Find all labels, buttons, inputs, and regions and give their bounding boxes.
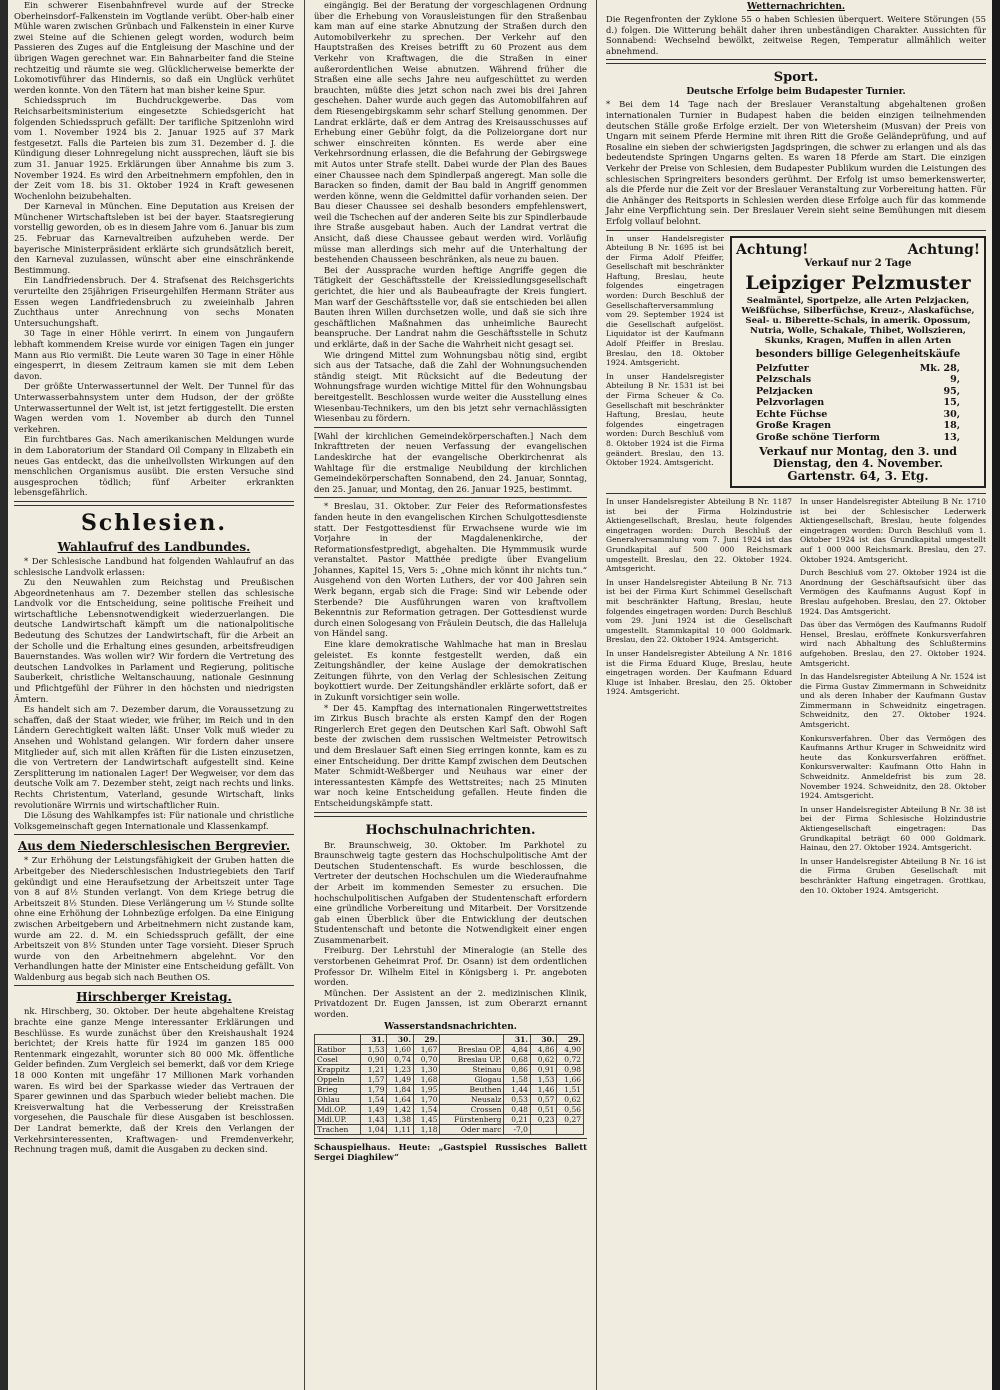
- water-table-cell: 1,53: [360, 1044, 387, 1054]
- column-1-news-briefs: [8, 0, 300, 498]
- water-table-row: [315, 1124, 584, 1134]
- water-table-cell: [530, 1124, 557, 1134]
- water-table-cell: Breslau UP.: [440, 1054, 504, 1064]
- water-table-cell: 1,64: [387, 1094, 414, 1104]
- fur-sale-advertisement: [730, 236, 986, 489]
- register-notices: [606, 497, 986, 899]
- water-table-cell: 1,23: [387, 1064, 414, 1074]
- water-table-cell: Steinau: [440, 1064, 504, 1074]
- water-table-cell: 1,42: [387, 1104, 414, 1114]
- water-table-cell: 0,62: [557, 1094, 584, 1104]
- ad-price-row: [736, 386, 980, 398]
- article-paragraph: * Zur Erhöhung der Leistungsfähigkeit der Gruben hatten die Arbeitgeber des Niederschlesischen Industriegebiets den Tarif gekündigt und eine Heraufsetzung der Arbeitszeit unter Tage von 8 auf 8½ Stunden verlangt. Von dem Kriege betrug die Arbeitszeit 8½ Stunden. Diese Verlängerung um ½ Stunde sollte ohne eine Erhöhung der Lohnbezüge erfolgen. Da eine Einigung zwischen Arbeitgebern und Arbeitnehmern nicht zustande kam, wurde am 22. d. M. ein Schiedsspruch gefällt, der eine Arbeitszeit von 8½ Stunden unter Tage vorsieht. Dieser Spruch wurde von den Arbeitnehmern abgelehnt. Vor den Verhandlungen hatte der Minister eine Entscheidung gefällt. Von Waldenburg aus begab sich nach Beuthen OS.: [14, 855, 294, 982]
- water-table-row: [315, 1044, 584, 1054]
- ad-sale-dates: Verkauf nur Montag, den 3. und Dienstag, den 4. November.: [759, 445, 957, 471]
- news-brief: Schiedsspruch im Buchdruckgewerbe. Das vom Reichsarbeitsministerium eingesetzte Schiedsgericht hat folgenden Schiedsspruch gefällt: Der tarifliche Spitzenlohn wird vom 1. November 1924 bis 2. Januar 1925 auf 37 Mark festgesetzt. Falls die Parteien bis zum 31. Dezember d. J. die Kündigung dieser Lohnregelung nicht aussprechen, läuft sie bis zum 31. Januar 1925. Erklärungen über Annahme bis zum 3. November 1924. Es wird den Arbeitnehmern empfohlen, den in der Zeit vom 18. bis 31. Oktober 1924 in Kraft gewesenen Wochenlohn beizubehalten.: [14, 95, 294, 201]
- water-table-cell: Oder marc: [440, 1124, 504, 1134]
- water-table-title: Wasserstandsnachrichten.: [384, 1021, 517, 1032]
- water-table-header-cell: 31.: [360, 1034, 387, 1044]
- ad-attention-left: Achtung!: [736, 241, 809, 258]
- section-divider: [606, 59, 986, 64]
- ad-price-value: Mk. 28,: [919, 362, 960, 374]
- water-table-cell: 0,53: [504, 1094, 531, 1104]
- water-table-header-cell: [440, 1034, 504, 1044]
- water-table-row: [315, 1104, 584, 1114]
- water-table-cell: 0,62: [530, 1054, 557, 1064]
- news-brief: Ein schwerer Eisenbahnfrevel wurde auf der Strecke Oberheinsdorf–Falkenstein im Vogtlande verübt. Ober-halb einer Mühle waren zwischen Grünbach und Falkenstein in einer Kurve zwei Steine auf die Schienen gelegt worden, wodurch beim Passieren des Zuges auf die Entgleisung der Maschine und der übrigen Wagen gerechnet war. Ein Bahnarbeiter fand die Steine rechtzeitig und räumte sie weg. Glücklicherweise bemerkte der Lokomotivführer das Hindernis, so daß ein Unglück verhütet werden konnte. Von den Tätern hat man bisher keine Spur.: [14, 0, 294, 95]
- news-brief: 30 Tage in einer Höhle verirrt. In einem von Jungaufern lebhaft kommendem Kreise wurde vor einigen Tagen ein junger Mann aus Rio vermißt. Die Leute waren 30 Tage in einer Höhle eingesperrt, in diesem Zeitraum kamen sie mit dem Leben davon.: [14, 328, 294, 381]
- article-paragraph: Zu den Neuwahlen zum Reichstag und Preußischen Abgeordnetenhaus am 7. Dezember stellen das schlesische Landvolk vor die Entscheidung, seine politische Freiheit und wirtschaftliche Lebensnotwendigkeit wiederzuerlangen. Die deutsche Landwirtschaft kämpft um die nationalpolitische Bedeutung des Schutzes der Landwirtschaft, für die Arbeit an der Scholle und die Erhaltung eines gesunden, arbeitsfreudigen Bauernstandes. Was wollen wir? Wir fordern die Vertretung des deutschen Landvolkes in Parlament und Regierung, politische Sauberkeit, christliche Weltanschauung, nationale Gesinnung und Pflichtgefühl der Führer in den höchsten und niedrigsten Ämtern.: [14, 577, 294, 704]
- water-table-cell: 0,70: [413, 1054, 440, 1064]
- article-kreistag: [8, 1006, 300, 1154]
- article-paragraph: * Breslau, 31. Oktober. Zur Feier des Reformationsfestes fanden heute in den evangelischen Kirchen Schulgottesdienste statt. Der Festgottesdienst für Erwachsene wurde wie im Vorjahre in der Magdalenenkirche, der Reformationsfestpredigt, abgehalten. Die Hymmmusik wurde veranstaltet. Pastor Matthée predigte über Evangelium Johannes, Kapitel 15, Vers 5: „Ohne mich könnt ihr nichts tun.“ Ausgehend von den Worten Luthers, der vor 400 Jahren sein Werk begann, ergab sich die Frage: Sind wir Lebende oder Sterbende? Die Ausführungen waren von kraftvollem Bekenntnis zur Reformation getragen. Der Gottesdienst wurde durch einen Sologesang von Fräulein Deutsch, die das Halleluja von Händel sang.: [314, 501, 587, 639]
- article-paragraph: Bei der Aussprache wurden heftige Angriffe gegen die Tätigkeit der Geschäftsstelle der Kreissiedlungsgesellschaft gerichtet, die hier und als Baubeaufragte der Kreis fungiert. Man warf der Geschäftsstelle vor, daß sie entschieden bei allen Bauten ihren Willen durchsetzen wolle, und daß sie sich ihre geschäftlichen Maßnahmen das unheimliche Baurecht beanspruche. Der Landrat nahm die Geschäftsstelle in Schutz und erklärte, daß in der Sache die Wahrheit nicht gesagt sei.: [314, 264, 587, 349]
- water-table-cell: 4,90: [557, 1044, 584, 1054]
- column-rule: [596, 0, 597, 1390]
- ad-price-item: Pelzjacken: [756, 385, 813, 397]
- register-notices-left: [606, 497, 792, 899]
- water-table-cell: 1,18: [413, 1124, 440, 1134]
- water-table-header: [315, 1034, 584, 1044]
- water-table-cell: Mdl.OP.: [315, 1104, 361, 1114]
- water-table-cell: 1,60: [387, 1044, 414, 1054]
- divider: [606, 230, 986, 231]
- news-brief: Ein Landfriedensbruch. Der 4. Strafsenat des Reichsgerichts verurteilte den 25jährigen Friseurgehilfen Hermann Sträter aus Essen wegen Landfriedensbruch zu zweieinhalb Jahren Zuchthaus unter Anrechnung von sechs Monaten Untersuchungshaft.: [14, 275, 294, 328]
- water-table-cell: 1,04: [360, 1124, 387, 1134]
- water-table-cell: 0,98: [557, 1064, 584, 1074]
- water-table-row: [315, 1064, 584, 1074]
- water-table-row: [315, 1054, 584, 1064]
- weather-text: Die Regenfronten der Zyklone 55 o haben Schlesien überquert. Weitere Störungen (55 d.) folgen. Die Witterung behält daher ihren unbeständigen Charakter. Aussichten für Sonnabend: Wechselnd bewölkt, zeitweise Regen, Temperatur allmählich weiter abnehmend.: [606, 14, 986, 56]
- section-title-hochschul: Hochschulnachrichten.: [365, 822, 536, 838]
- water-table-header-cell: 29.: [557, 1034, 584, 1044]
- water-table-cell: 0,91: [530, 1064, 557, 1074]
- article-paragraph: eingängig. Bei der Beratung der vorgeschlagenen Ordnung über die Erhebung von Vorausleistungen für den Straßenbau kam man auf eine starke Abnutzung der Straßen durch den Automobilverkehr zu sprechen. Der Verkehr auf den Hauptstraßen des Kreises betrifft zu 60 Prozent aus dem Verkehr von Kraftwagen, die die Straßen in einer außerordentlichen Weise abnutzen. Während früher die Straßen eine alle sechs Jahre neu aufgeschüttet zu werden brauchten, müßte dies jetzt schon nach zwei bis drei Jahren geschehen. Daher wurde auch gegen das Automobilfahren auf dem Riesengebirgskamm sehr scharf Stellung genommen. Der Landrat erklärte, daß er dem Antrag des Kreisausschusses auf Erhebung einer Gebühr folgt, da die Polizeiorgane dort nur schwer einschreiten könnten. Es werde aber eine Verkehrsordnung erlassen, die die Befahrung der Gebirgswege mit Autos unter Strafe stellt. Dabei wurde der Plan des Baues einer Chaussee nach dem Spindlerpaß angeregt. Man solle die Baracken so finden, damit der Bau bald in Angriff genommen werden könne, wenn die Geldmittel dafür vorhanden seien. Der Bau dieser Chaussee sei deshalb besonders empfehlenswert, weil die Tschechen auf der anderen Seite bis zur Spindlerbaude ihre Straße ausgebaut haben. Auch der Landrat vertrat die Ansicht, daß diese Chaussee gebaut werden wird. Vorläufig müsse man allerdings sich mehr auf die Unterhaltung der bestehenden Chausseen beschränken, als neue zu bauen.: [314, 0, 587, 265]
- section-divider: [314, 812, 587, 817]
- water-table-cell: 0,48: [504, 1104, 531, 1114]
- ad-price-row: [736, 363, 980, 375]
- ad-address: Gartenstr. 64, 3. Etg.: [787, 469, 929, 484]
- ad-price-row: [736, 432, 980, 444]
- water-table-cell: Krappitz: [315, 1064, 361, 1074]
- register-notice: In unser Handelsregister Abteilung B Nr. 1710 ist bei der Schlesischer Lederwerk Aktiengesellschaft, Breslau, heute folgendes eingetragen worden: Durch Beschluß vom 1. Oktober 1924 ist das Grundkapital umgestellt auf 1 000 000 Reichsmark. Breslau, den 27. Oktober 1924. Amtsgericht.: [800, 497, 986, 564]
- divider: [314, 497, 587, 498]
- section-title-sport: Sport.: [773, 70, 819, 86]
- register-notice: Das über das Vermögen des Kaufmanns Rudolf Hensel, Breslau, eröffnete Konkursverfahren wird nach Abhaltung des Schlußtermins aufgehoben. Breslau, den 27. Oktober 1924. Amtsgericht.: [800, 620, 986, 668]
- ad-price-row: [736, 374, 980, 386]
- water-table-row: [315, 1084, 584, 1094]
- breslau-local-news: [308, 501, 593, 808]
- water-table-cell: 1,53: [530, 1074, 557, 1084]
- water-table-header-cell: 29.: [413, 1034, 440, 1044]
- sport-subtitle: Deutsche Erfolge beim Budapester Turnier.: [686, 87, 906, 98]
- water-table-cell: 1,57: [360, 1074, 387, 1084]
- section-divider: [14, 501, 294, 506]
- divider: [14, 834, 294, 835]
- article-paragraph: * Der 45. Kampftag des internationalen Ringerwettstreites im Zirkus Busch brachte als ersten Kampf den der Rogen Ringerlerch Eret gegen den Deutschen Karl Saft. Obwohl Saft beste der zwischen dem russischen Weltmeister Petrowitsch und dem Breslauer Saft einen Sieg erringen konnte, kam es zu einer Entscheidung. Der dritte Kampf zwischen dem Deutschen Mater Schmidt-Weßberger und Neuhaus war einer der interessantesten Kämpfe des Wettstreites; nach 25 Minuten war noch keine Entscheidung gefallen. Heute finden die Entscheidungskämpfe statt.: [314, 702, 587, 808]
- water-table-cell: 0,56: [557, 1104, 584, 1114]
- hochschul-news: [308, 840, 593, 1020]
- ad-price-row: [736, 420, 980, 432]
- news-brief: Ein furchtbares Gas. Nach amerikanischen Meldungen wurde in dem Laboratorium der Standard Oil Company in Elizabeth ein neues Gas entdeckt, das die unheilvollsten Wirkungen auf den menschlichen Organismus ausübt. Die ersten Versuche sind ausgesprochen tödlich; fünf Arbeiter erkrankten lebensgefährlich.: [14, 434, 294, 498]
- water-table-cell: Glogau: [440, 1074, 504, 1084]
- water-table-cell: 1,54: [360, 1094, 387, 1104]
- ad-price-list: [736, 363, 980, 444]
- theater-notice: Schauspielhaus. Heute: „Gastspiel Russisches Ballett Sergei Diaghilew“: [314, 1141, 587, 1163]
- register-notice: In das Handelsregister Abteilung A Nr. 1524 ist die Firma Gustav Zimmermann in Schweidnitz und als deren Inhaber der Kaufmann Gustav Zimmermann in Schweidnitz eingetragen. Schweidnitz, den 27. Oktober 1924. Amtsgericht.: [800, 672, 986, 730]
- water-table-cell: 1,68: [413, 1074, 440, 1084]
- ad-title: Leipziger Pelzmuster: [745, 271, 971, 294]
- register-notice: In unser Handelsregister Abteilung B Nr. 16 ist die Firma Gruben Gesellschaft mit beschränkter Haftung eingetragen. Grottkau, den 10. Oktober 1924. Amtsgericht.: [800, 856, 986, 895]
- column-1: [8, 0, 300, 1390]
- article-paragraph: München. Der Assistent an der 2. medizinischen Klinik, Privatdozent Dr. Eugen Janssen, ist zum Oberarzt ernannt worden.: [314, 987, 587, 1020]
- water-table-cell: Mdl.UP.: [315, 1114, 361, 1124]
- column-2: [308, 0, 593, 1390]
- water-table-cell: -7,0: [504, 1124, 531, 1134]
- ad-price-item: Echte Füchse: [756, 408, 828, 420]
- ad-price-value: 18,: [943, 420, 960, 432]
- ad-row: [606, 234, 986, 491]
- sport-text: * Bei dem 14 Tage nach der Breslauer Veranstaltung abgehaltenen großen internationalen Turnier in Budapest haben die beiden einzigen teilnehmenden deutschen Ställe große Erfolge erzielt. Der von Wietersheim (Musvan) der Preis von Ungarn mit seinem Pferde Hermine mit ihren Ritt die Große Geländeprüfung, und auf Rosaline ein sieben der schwierigsten Jagdspringen, die schwer zu erlangen und als das bedeutendste Springen Ungarns gelten. Es waren 18 Pferde am Start. Die einzigen Verkehr der Preise von Schlesien, dem Budapester Publikum wurden die Leistungen des schlesischen Springreiters besonders gerühmt. Der Erfolg ist umso bemerkenswerter, als die Pferde nur die Zeit vor der Breslauer Veranstaltung zur Vorbereitung hatten. Für die Anhänger des Reitsports in Schlesien werden diese Erfolge auch für das kommende Jahr eine Verpflichtung sein. Der Breslauer Verein sieht seine Bemühungen mit diesem Erfolg vollauf belohnt.: [606, 99, 986, 226]
- water-table-header-cell: 30.: [387, 1034, 414, 1044]
- water-table-cell: 1,30: [413, 1064, 440, 1074]
- article-paragraph: Br. Braunschweig, 30. Oktober. Im Parkhotel zu Braunschweig tagte gestern das Hochschulpolitische Amt der Deutschen Studentenschaft. Es wurde beschlossen, die Vertreter der deutschen Hochschulen um die Wiederaufnahme der Arbeit im kommenden Semester zu ersuchen. Die hochschulpolitischen Aufgaben der Studentenschaft erfordern eine gründliche Vorbereitung und Mitarbeit. Der Vorsitzende gab einen Überblick über die Entwicklung der deutschen Studentenschaft und betonte die Notwendigkeit einer engen Zusammenarbeit.: [314, 839, 587, 945]
- ad-header: [736, 242, 980, 258]
- register-notice: In unser Handelsregister Abteilung A Nr. 1816 ist die Firma Eduard Kluge, Breslau, heute eingetragen worden. Der Kaufmann Eduard Kluge ist Inhaber. Breslau, den 25. Oktober 1924. Amtsgericht.: [606, 648, 792, 697]
- water-table-cell: 0,68: [504, 1054, 531, 1064]
- article-title-kreistag: Hirschberger Kreistag.: [76, 990, 232, 1005]
- water-table-cell: 1,66: [557, 1074, 584, 1084]
- ad-price-value: 15,: [943, 397, 960, 409]
- register-notices-right: [800, 497, 986, 899]
- register-notice: In unser Handelsregister Abteilung B Nr. 1187 ist bei der Firma Holzindustrie Aktiengesellschaft, Breslau, heute folgendes eingetragen worden: Durch Beschluß der Generalversammlung vom 7. Juni 1924 ist das Grundkapital auf 500 000 Reichsmark umgestellt. Breslau, den 22. Oktober 1924. Amtsgericht.: [606, 497, 792, 574]
- water-table-cell: 0,72: [557, 1054, 584, 1064]
- ad-attention-right: Achtung!: [907, 241, 980, 258]
- water-table-cell: 1,44: [504, 1084, 531, 1094]
- water-table-row: [315, 1114, 584, 1124]
- divider: [14, 985, 294, 986]
- register-notice: In unser Handelsregister Abteilung B Nr. 1695 ist bei der Firma Adolf Pfeiffer, Gesellschaft mit beschränkter Haftung, Breslau, heute folgendes eingetragen worden: Durch Beschluß der Gesellschafterversammlung vom 29. September 1924 ist die Gesellschaft aufgelöst. Liquidator ist der Kaufmann Adolf Pfeiffer in Breslau. Breslau, den 18. Oktober 1924. Amtsgericht.: [606, 233, 724, 368]
- water-table-cell: 1,21: [360, 1064, 387, 1074]
- ad-price-value: 13,: [943, 431, 960, 443]
- divider: [606, 493, 986, 494]
- water-table-cell: 1,11: [387, 1124, 414, 1134]
- ad-price-item: Pelzvorlagen: [756, 397, 825, 409]
- ad-price-value: 30,: [943, 408, 960, 420]
- ad-price-item: Pelzschals: [756, 374, 812, 386]
- water-table-cell: 4,84: [504, 1044, 531, 1054]
- ad-product-list: Sealmäntel, Sportpelze, alle Arten Pelzjacken, Weißfüchse, Silberfüchse, Kreuz-, Alaskafüchse, Seal- u. Biberette-Schals, in amerik. Opossum, Nutria, Wolle, Schakale, Thibet, Wollszieren, Skunks, Kragen, Muffen in allen Arten: [741, 295, 975, 347]
- water-table-cell: Trachen: [315, 1124, 361, 1134]
- article-paragraph: Freiburg. Der Lehrstuhl der Mineralogie (an Stelle des verstorbenen Geheimrat Prof. Dr. Osann) ist dem ordentlichen Professor Dr. Wilhelm Eitel in Königsberg i. Pr. angeboten worden.: [314, 945, 587, 988]
- register-notice: In unser Handelsregister Abteilung B Nr. 713 ist bei der Firma Kurt Schimmel Gesellschaft mit beschränkter Haftung, Breslau, heute folgendes eingetragen worden: Durch Beschluß vom 29. Juni 1924 ist die Gesellschaft umgestellt. Stammkapital 10 000 Goldmark. Breslau, den 22. Oktober 1924. Amtsgericht.: [606, 577, 792, 645]
- water-table-cell: 1,58: [504, 1074, 531, 1084]
- water-table-cell: 1,45: [413, 1114, 440, 1124]
- water-table-row: [315, 1074, 584, 1084]
- water-table-header-cell: [315, 1034, 361, 1044]
- article-kreistag-continued: [308, 0, 593, 424]
- ad-bargains: besonders billige Gelegenheitskäufe: [755, 348, 961, 360]
- article-bergrevier: [8, 855, 300, 982]
- water-table-cell: 1,54: [413, 1104, 440, 1114]
- water-table-cell: Crossen: [440, 1104, 504, 1114]
- water-table-row: [315, 1094, 584, 1104]
- column-rule: [304, 0, 305, 1390]
- water-table-cell: Neusalz: [440, 1094, 504, 1104]
- article-paragraph: Wie dringend Mittel zum Wohnungsbau nötig sind, ergibt sich aus der Tatsache, daß die Zahl der Wohnungsuchenden ständig steigt. Mit Rücksicht auf die Bedeutung der Wohnungsfrage wurden wichtige Mittel für den Wohnungsbau bereitgestellt. Beschlossen wurde weiter die Ausstellung eines Wiesenbau-Technikers, um den bis jetzt sehr vernachlässigten Wiesenbau zu fördern.: [314, 349, 587, 424]
- article-paragraph: Es handelt sich am 7. Dezember darum, die Voraussetzung zu schaffen, daß der Staat wieder, wie früher, im Reich und in den Ländern Gerechtigkeit walten läßt. Unser Volk muß wieder zu Ansehen und Wohlstand gelangen. Wir fordern daher unsere Mitglieder auf, sich mit allen Kräften für die Listen einzusetzen, die von Vertretern der Landwirtschaft aufgestellt sind. Keine Zersplitterung im nationalen Lager! Der Wegweiser, vor dem das deutsche Volk am 7. Dezember steht, zeigt nach rechts und links. Rechts Christentum, Vaterland, gesunde Wirtschaft, links revolutionäre Wirrnis und wirtschaftlicher Ruin.: [14, 704, 294, 810]
- water-table-cell: 1,95: [413, 1084, 440, 1094]
- water-table-cell: 0,51: [530, 1104, 557, 1114]
- ad-price-item: Große schöne Tierform: [756, 431, 880, 443]
- water-table-cell: Brieg: [315, 1084, 361, 1094]
- register-notice: Durch Beschluß vom 27. Oktober 1924 ist die Anordnung der Geschäftsaufsicht über das Vermögen des Kaufmanns August Kopf in Breslau aufgehoben. Breslau, den 27. Oktober 1924. Das Amtsgericht.: [800, 568, 986, 616]
- register-notice: In unser Handelsregister Abteilung B Nr. 1531 ist bei der Firma Scheuer & Co. Gesellschaft mit beschränkter Haftung, Breslau, heute folgendes eingetragen worden: Durch Beschluß vom 8. Oktober 1924 ist die Firma geändert. Breslau, den 13. Oktober 1924. Amtsgericht.: [606, 371, 724, 468]
- water-table-cell: 1,49: [360, 1104, 387, 1114]
- water-table-cell: 4,86: [530, 1044, 557, 1054]
- water-table-cell: 1,79: [360, 1084, 387, 1094]
- register-notice: In unser Handelsregister Abteilung B Nr. 38 ist bei der Firma Schlesische Holzindustrie Aktiengesellschaft eingetragen: Das Grundkapital beträgt 60 000 Goldmark. Hainau, den 27. Oktober 1924. Amtsgericht.: [800, 804, 986, 853]
- water-table-cell: 0,90: [360, 1054, 387, 1064]
- article-wahlaufruf: [8, 556, 300, 831]
- register-notices-left-top: [606, 234, 724, 491]
- notice-kirchliche-wahl: [Wahl der kirchlichen Gemeindekörperschaften.] Nach dem Inkrafttreten der neuen Verfassung der evangelischen Landeskirche hat der evangelische Oberkirchenrat als Wahltage für die erstmalige Neubildung der kirchlichen Gemeindekörperschaften Sonnabend, den 24. Januar, Sonntag, den 25. Januar, und Montag, den 26. Januar 1925, bestimmt.: [314, 430, 587, 494]
- ad-price-value: 9,: [950, 374, 960, 386]
- ad-price-row: [736, 409, 980, 421]
- article-paragraph: * Der Schlesische Landbund hat folgenden Wahlaufruf an das schlesische Landvolk erlassen:: [14, 555, 294, 577]
- water-table-cell: 0,57: [530, 1094, 557, 1104]
- newspaper-page: [8, 0, 992, 1390]
- ad-price-value: 95,: [943, 385, 960, 397]
- water-table-cell: 0,21: [504, 1114, 531, 1124]
- water-table-cell: Beuthen: [440, 1084, 504, 1094]
- water-level-table: [314, 1034, 584, 1135]
- water-table-cell: Cosel: [315, 1054, 361, 1064]
- water-table-cell: Oppeln: [315, 1074, 361, 1084]
- ad-sale-days: Verkauf nur 2 Tage: [804, 257, 912, 269]
- article-title-wahlaufruf: Wahlaufruf des Landbundes.: [57, 539, 251, 554]
- article-paragraph: Eine klare demokratische Wahlmache hat man in Breslau geleistet. Es konnte festgestellt werden, daß ein Zeitungshändler, der keine Auslage der demokratischen Zeitungen führte, von den Verlag der Schlesischen Zeitung boykottiert wurde. Der Zeitungshändler erklärte sofort, daß er in Zukunft vorsichtiger sein wolle.: [314, 639, 587, 702]
- news-brief: Der Karneval in München. Eine Deputation aus Kreisen der Münchener Wirtschaftsleben ist bei der bayer. Staatsregierung vorstellig geworden, ob es in diesem Jahre vom 6. Januar bis zum 25. Februar das Karnevaltreiben aufzuheben werde. Der bayerische Ministerpräsident erklärte sich grundsätzlich bereit, den Karneval zuzulassen, wünscht aber eine einschränkende Bestimmung.: [14, 201, 294, 275]
- divider: [314, 427, 587, 428]
- ad-price-item: Pelzfutter: [756, 362, 809, 374]
- water-table-cell: [557, 1124, 584, 1134]
- water-table-cell: 0,27: [557, 1114, 584, 1124]
- weather-title: Wetternachrichten.: [746, 2, 846, 12]
- water-table-cell: Breslau OP.: [440, 1044, 504, 1054]
- scan-edge: [0, 0, 8, 1390]
- water-table-cell: Ohlau: [315, 1094, 361, 1104]
- water-table-cell: 1,38: [387, 1114, 414, 1124]
- article-paragraph: nk. Hirschberg, 30. Oktober. Der heute abgehaltene Kreistag brachte eine ganze Menge interessanter Erklärungen und Beschlüsse. Es wurde zunächst über den Kreishaushalt 1924 berichtet; der Kreis hatte für 1924 im ganzen 185 000 Rentenmark eingezahlt, worunter sich 80 000 Mk. öffentliche Gelder befinden. Zum Vergleich sei bemerkt, daß vor dem Kriege 18 000 Konten mit ungefähr 17 Millionen Mark vorhanden waren. Es wird bei der Sparkasse wieder das Vertrauen der Sparer gewinnen und das Sparbuch wieder beliebt machen. Die Kreisverwaltung hat die Verbesserung der Kreisstraßen vorgesehen, die Pauschale für diese Ausgaben ist beschlossen. Der Landrat bemerkte, daß der Kreis den Verlangen der Verkehrsinteressenten, Kraftwagen- und Fremdenverkehr, Rechnung tragen muß, damit die Ausgaben zu decken sind.: [14, 1006, 294, 1155]
- water-table-cell: 1,49: [387, 1074, 414, 1084]
- water-table-header-cell: 30.: [530, 1034, 557, 1044]
- water-table-cell: Ratibor: [315, 1044, 361, 1054]
- news-brief: Der größte Unterwassertunnel der Welt. Der Tunnel für das Unterwasserbahnsystem unter dem Hudson, der der größte Unterwassertunnel der Welt ist, ist jetzt fertiggestellt. Die ersten Wagen werden vom 1. November ab durch den Tunnel verkehren.: [14, 381, 294, 434]
- column-3: [600, 0, 992, 1390]
- water-table-cell: 1,70: [413, 1094, 440, 1104]
- ad-price-item: Große Kragen: [756, 420, 832, 432]
- register-notice: Konkursverfahren. Über das Vermögen des Kaufmanns Arthur Kruger in Schweidnitz wird heute das Konkursverfahren eröffnet. Konkursverwalter: Kaufmann Otto Hahn in Schweidnitz. Anmeldefrist bis zum 28. November 1924. Schweidnitz, den 28. Oktober 1924. Amtsgericht.: [800, 733, 986, 801]
- article-title-bergrevier: Aus dem Niederschlesischen Bergrevier.: [17, 839, 290, 854]
- water-table-cell: 0,74: [387, 1054, 414, 1064]
- water-table-cell: 1,84: [387, 1084, 414, 1094]
- ad-price-row: [736, 397, 980, 409]
- water-table-cell: 1,43: [360, 1114, 387, 1124]
- water-table-cell: 1,46: [530, 1084, 557, 1094]
- water-table-cell: Fürstenberg: [440, 1114, 504, 1124]
- section-title-schlesien: Schlesien.: [80, 509, 228, 536]
- water-table-header-cell: 31.: [504, 1034, 531, 1044]
- water-table-cell: 0,86: [504, 1064, 531, 1074]
- divider: [314, 1138, 587, 1139]
- water-table-cell: 0,23: [530, 1114, 557, 1124]
- article-paragraph: Die Lösung des Wahlkampfes ist: Für nationale und christliche Volksgemeinschaft gegen Internationale und Klassenkampf.: [14, 810, 294, 831]
- water-table-cell: 1,51: [557, 1084, 584, 1094]
- water-table-cell: 1,67: [413, 1044, 440, 1054]
